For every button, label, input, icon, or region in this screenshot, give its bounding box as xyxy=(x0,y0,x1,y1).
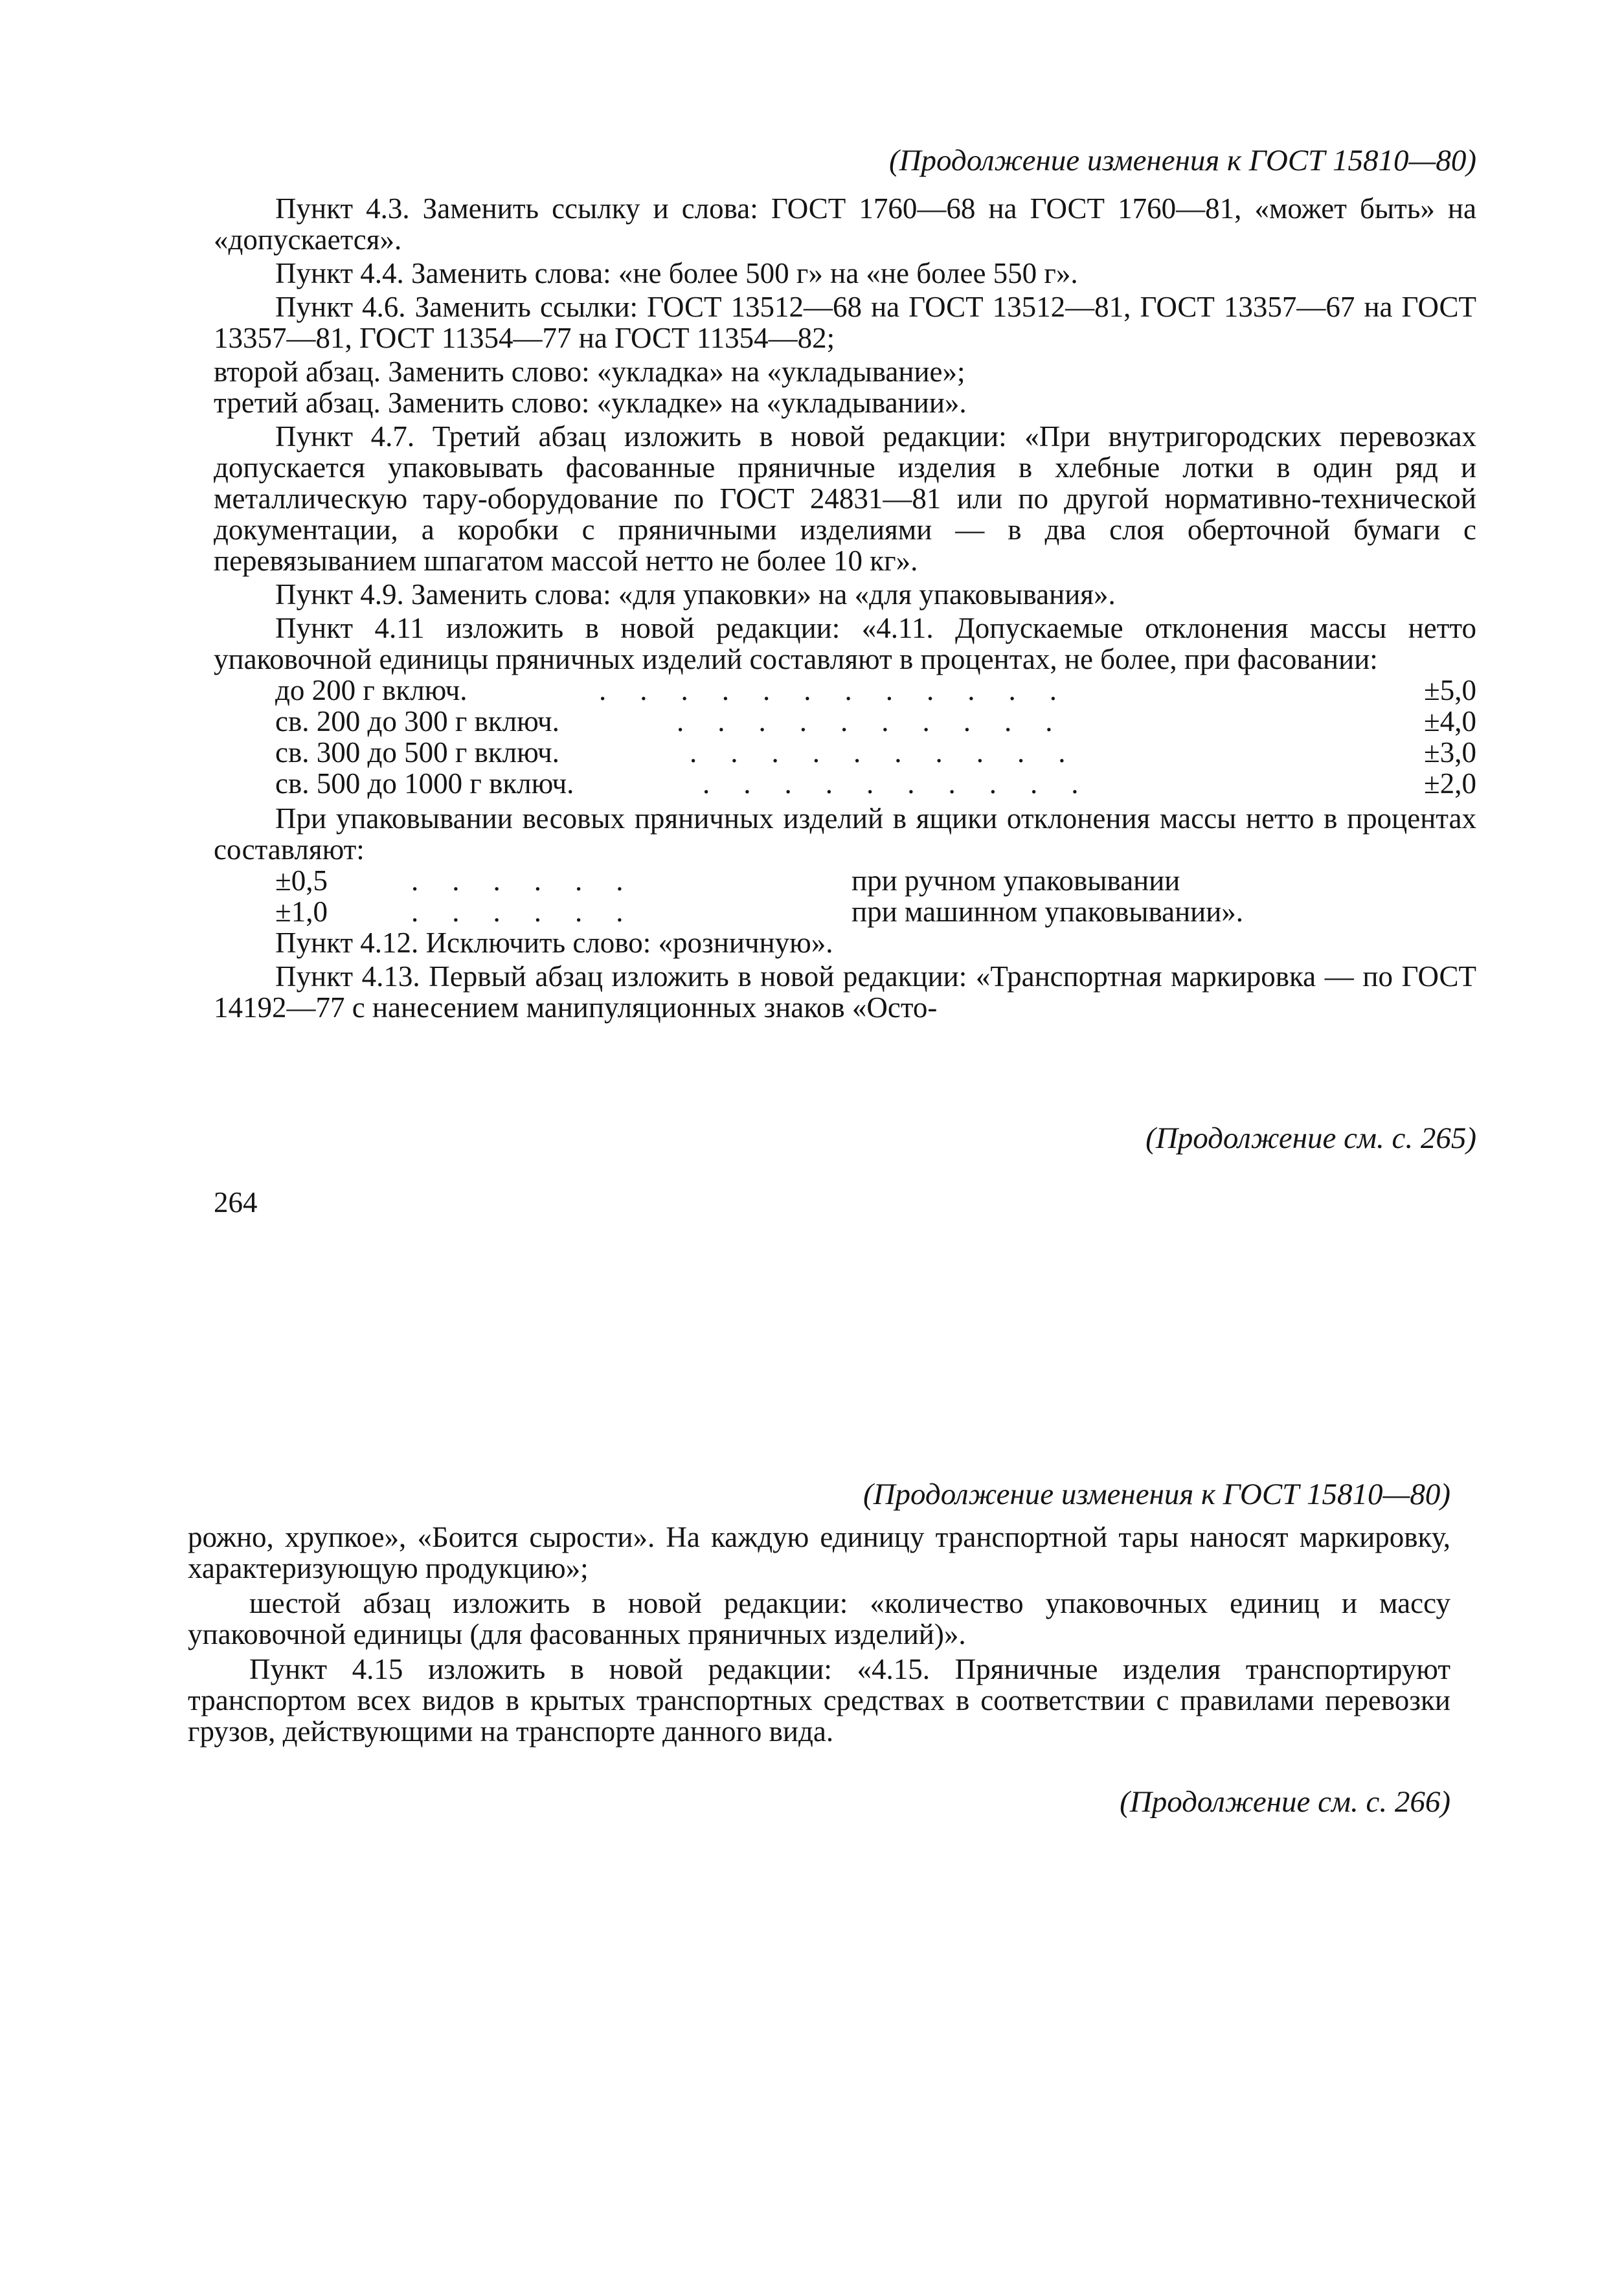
leader-dots: .......... xyxy=(677,705,1087,737)
page-number: 264 xyxy=(214,1186,258,1219)
page-header: (Продолжение изменения к ГОСТ 15810—80) xyxy=(863,1478,1450,1511)
leader-dots: .......... xyxy=(703,767,1112,800)
leader-dots: .......... xyxy=(690,736,1100,769)
paragraph-4-7: Пункт 4.7. Третий абзац изложить в новой редакции: «При внутригородских перевозках допускается упаковывать фасованные пряничные изделия в хлебные лотки в один ряд и металлическую тару-оборудование по ГОСТ 24831—81 или по другой нормативно-технической документации, а коробки с пряничными изделиями — в два слоя оберточной бумаги с перевязыванием шпагатом массой нетто не более 10 кг». xyxy=(214,420,1476,577)
paragraph-third-abzac: третий абзац. Заменить слово: «укладке» на «укладывании». xyxy=(214,387,967,419)
paragraph-4-3: Пункт 4.3. Заменить ссылку и слова: ГОСТ 1760—68 на ГОСТ 1760—81, «может быть» на «допускается». xyxy=(214,192,1476,256)
row-value: ±2,0 xyxy=(1424,767,1476,800)
row-value: ±1,0 xyxy=(275,895,328,928)
tolerance-table xyxy=(275,675,1476,799)
main-text xyxy=(214,193,1476,1023)
paragraph-sixth-abzac: шестой абзац изложить в новой редакции: «количество упаковочных единиц и массу упаковочной единицы (для фасованных пряничных изделий)». xyxy=(188,1587,1450,1650)
row-value: ±5,0 xyxy=(1424,674,1476,706)
page-265 xyxy=(0,1457,1624,2104)
packing-table xyxy=(275,865,1476,927)
paragraph-4-11: Пункт 4.11 изложить в новой редакции: «4.11. Допускаемые отклонения массы нетто упаковочной единицы пряничных изделий составляют в процентах, не более, при фасовании: xyxy=(214,612,1476,675)
table-row xyxy=(275,865,1476,896)
paragraph-4-6: Пункт 4.6. Заменить ссылки: ГОСТ 13512—68 на ГОСТ 13512—81, ГОСТ 13357—67 на ГОСТ 13357—81, ГОСТ 11354—77 на ГОСТ 11354—82; xyxy=(214,291,1476,354)
paragraph-4-4: Пункт 4.4. Заменить слова: «не более 500 г» на «не более 550 г». xyxy=(275,257,1078,289)
row-label: св. 500 до 1000 г включ. xyxy=(275,767,574,800)
paragraph-weight-packing: При упаковывании весовых пряничных изделий в ящики отклонения массы нетто в процентах составляют: xyxy=(214,802,1476,866)
row-label: св. 300 до 500 г включ. xyxy=(275,736,559,769)
main-text xyxy=(188,1522,1450,1747)
leader-dots: ...... xyxy=(411,864,657,897)
row-label: при машинном упаковывании». xyxy=(851,895,1244,928)
table-row xyxy=(275,737,1476,768)
row-value: ±4,0 xyxy=(1424,705,1476,737)
row-value: ±3,0 xyxy=(1424,736,1476,769)
paragraph-continuation: рожно, хрупкое», «Боится сырости». На каждую единицу транспортной тары наносят маркировку, характеризующую продукцию»; xyxy=(188,1521,1450,1584)
paragraph-second-abzac: второй абзац. Заменить слово: «укладка» на «укладывание»; xyxy=(214,355,965,388)
continuation-note: (Продолжение см. с. 266) xyxy=(1120,1785,1450,1819)
continuation-note: (Продолжение см. с. 265) xyxy=(1145,1121,1476,1155)
table-row xyxy=(275,896,1476,927)
row-label: до 200 г включ. xyxy=(275,674,468,706)
row-label: св. 200 до 300 г включ. xyxy=(275,705,559,737)
paragraph-4-13: Пункт 4.13. Первый абзац изложить в новой редакции: «Транспортная маркировка — по ГОСТ 14192—77 с нанесением манипуляционных знаков «Осто- xyxy=(214,960,1476,1024)
table-row xyxy=(275,706,1476,737)
paragraph-4-12: Пункт 4.12. Исключить слово: «розничную». xyxy=(275,927,833,959)
paragraph-4-15: Пункт 4.15 изложить в новой редакции: «4.15. Пряничные изделия транспортируют транспортом всех видов в крытых транспортных средствах в соответствии с правилами перевозки грузов, действующими на транспорте данного вида. xyxy=(188,1653,1450,1748)
page-header: (Продолжение изменения к ГОСТ 15810—80) xyxy=(888,144,1476,177)
leader-dots: ............ xyxy=(599,674,1090,706)
leader-dots: ...... xyxy=(411,895,657,928)
row-value: ±0,5 xyxy=(275,864,328,897)
paragraph-4-9: Пункт 4.9. Заменить слова: «для упаковки» на «для упаковывания». xyxy=(275,578,1116,611)
table-row xyxy=(275,768,1476,799)
row-label: при ручном упаковывании xyxy=(851,864,1180,897)
table-row xyxy=(275,675,1476,706)
